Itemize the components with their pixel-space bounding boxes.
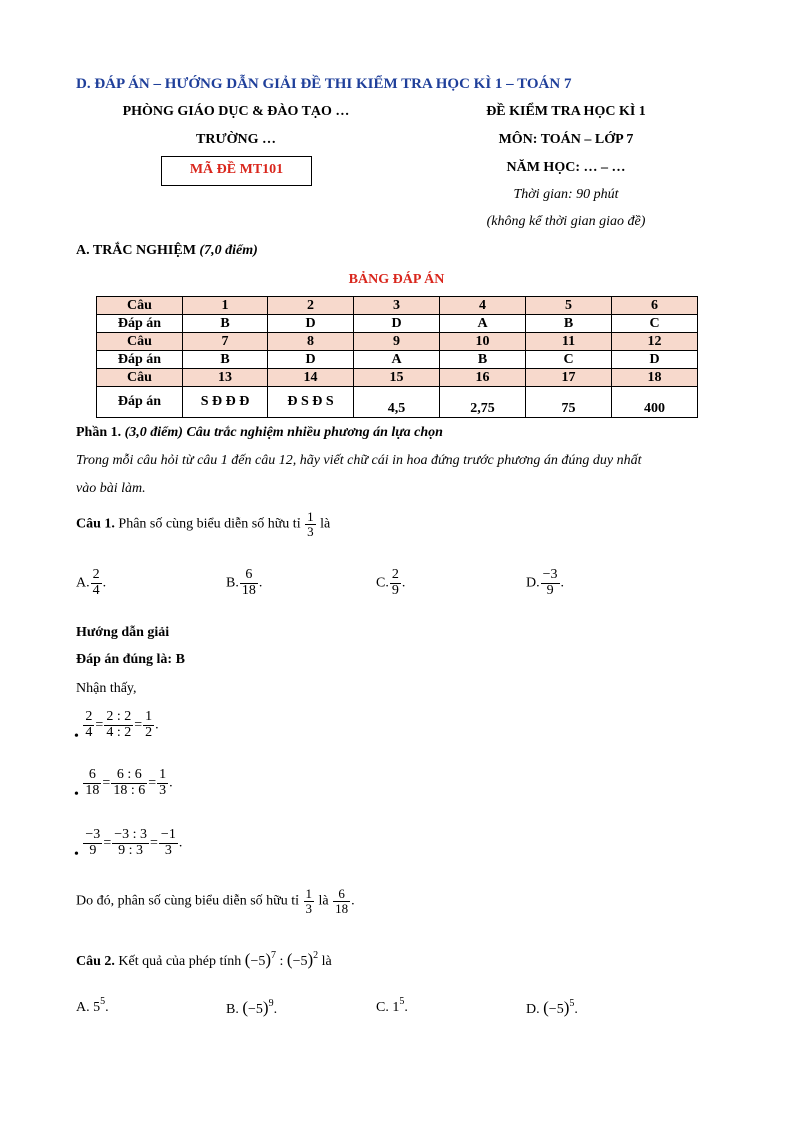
fraction	[104, 710, 133, 740]
exponent: 7	[271, 950, 277, 961]
table-cell: 13	[183, 369, 268, 387]
table-cell: 1	[183, 297, 268, 315]
table-cell: 16	[440, 369, 526, 387]
table-cell: 4	[440, 297, 526, 315]
table-cell: Đáp án	[97, 387, 183, 418]
open-paren: (	[286, 950, 293, 969]
denominator: 18	[85, 782, 100, 798]
table-cell: D	[354, 315, 440, 333]
correct-answer: Đáp án đúng là: B	[76, 652, 185, 667]
fraction	[83, 768, 101, 798]
table-cell: 18	[612, 369, 698, 387]
fraction	[112, 828, 149, 858]
option-c: C. $1^5$.	[376, 996, 408, 1015]
numerator: 6	[338, 886, 345, 901]
table-cell: Câu	[97, 333, 183, 351]
option-letter: C.	[376, 575, 389, 591]
table-cell: 7	[183, 333, 268, 351]
table-cell: 400	[612, 387, 698, 418]
exam-time: Thời gian: 90 phút	[513, 187, 619, 202]
table-row	[97, 333, 698, 351]
denominator: 9	[83, 843, 102, 859]
option-c: C. $\frac{2}{9}$ .	[376, 567, 406, 598]
bullet: •	[74, 787, 79, 803]
exponent: 5	[399, 996, 405, 1007]
table-cell: 8	[268, 333, 354, 351]
part1-heading	[76, 425, 443, 441]
question-1	[76, 510, 330, 538]
table-cell: Câu	[97, 297, 183, 315]
conclusion-mid: là	[318, 893, 329, 909]
denominator: 9 : 3	[112, 843, 149, 859]
table-row	[97, 387, 698, 418]
fraction	[111, 768, 147, 798]
question-text: Phân số cùng biểu diễn số hữu tỉ	[118, 516, 301, 532]
denominator: 3	[159, 843, 178, 859]
table-cell: Câu	[97, 369, 183, 387]
denominator: 18	[241, 582, 256, 598]
solution-step-1: • $\frac{2}{4}$ = $\frac{2 : 2}{4 : 2}$ = $\frac{1}{2}$ .	[74, 709, 159, 745]
option-letter: B.	[226, 1002, 239, 1017]
fraction	[83, 710, 94, 740]
table-cell: 9	[354, 333, 440, 351]
close-paren: )	[265, 950, 272, 969]
dept-name: PHÒNG GIÁO DỤC & ĐÀO TẠO …	[122, 104, 350, 119]
option-a: A. $\frac{2}{4}$ .	[76, 567, 107, 598]
conclusion-text: Do đó, phân số cùng biểu diễn số hữu tỉ	[76, 893, 300, 909]
base: −5	[250, 954, 266, 969]
section-a-title: A. TRẮC NGHIỆM	[76, 243, 196, 258]
table-cell: 75	[526, 387, 612, 418]
solution-conclusion: Do đó, phân số cùng biểu diễn số hữu tỉ $\frac{1}{3}$ là $\frac{6}{18}$ .	[76, 886, 355, 916]
fraction	[83, 828, 102, 858]
base: 1	[392, 1000, 400, 1015]
table-cell: 3	[354, 297, 440, 315]
base: −5	[248, 1002, 263, 1017]
exam-code: MÃ ĐỀ MT101	[189, 162, 284, 177]
table-cell: 10	[440, 333, 526, 351]
option-b: B. $(-5)^9$.	[226, 998, 278, 1017]
operator: :	[279, 954, 284, 969]
table-row	[97, 297, 698, 315]
numerator: 1	[305, 886, 313, 901]
solution-heading: Hướng dẫn giải	[76, 625, 170, 640]
table-cell: 5	[526, 297, 612, 315]
page-heading: D. ĐÁP ÁN – HƯỚNG DẪN GIẢI ĐỀ THI KIỂM TRA HỌC KÌ 1 – TOÁN 7	[76, 76, 572, 92]
numerator: 2	[85, 709, 93, 724]
question-text: Kết quả của phép tính	[118, 954, 242, 969]
base: −5	[292, 954, 308, 969]
option-d: D. $(-5)^5$.	[526, 998, 578, 1017]
part1-subtitle: (3,0 điểm) Câu trắc nghiệm nhiều phương án lựa chọn	[124, 425, 443, 440]
option-d: D. $\frac{-3}{9}$ .	[526, 567, 565, 598]
table-cell: A	[354, 351, 440, 369]
fraction	[240, 568, 258, 598]
solution-step-2: • $\frac{6}{18}$ = $\frac{6 : 6}{18 : 6}$ = $\frac{1}{3}$ .	[74, 767, 173, 803]
numerator: 6	[88, 767, 96, 782]
option-letter: A.	[76, 1000, 90, 1015]
base: −5	[548, 1002, 564, 1017]
option-b: B. $\frac{6}{18}$ .	[226, 567, 263, 598]
denominator: 3	[159, 782, 167, 798]
question-label: Câu 1.	[76, 516, 115, 532]
table-cell: 11	[526, 333, 612, 351]
table-cell: 17	[526, 369, 612, 387]
part1-instruction-cont: vào bài làm.	[76, 481, 146, 496]
school-name: TRƯỜNG …	[196, 132, 276, 147]
exponent: 5	[100, 996, 106, 1007]
part1-title: Phần 1.	[76, 425, 122, 440]
table-cell: C	[526, 351, 612, 369]
numerator: 6	[245, 567, 253, 582]
exponent: 9	[268, 998, 274, 1009]
fraction	[143, 710, 154, 740]
option-letter: D.	[526, 575, 540, 591]
numerator: 2	[92, 567, 100, 582]
table-cell: D	[268, 351, 354, 369]
denominator: 9	[541, 583, 560, 599]
fraction	[91, 568, 102, 598]
table-cell: S Đ Đ Đ	[183, 387, 268, 418]
numerator: 1	[159, 767, 167, 782]
table-cell: C	[612, 315, 698, 333]
open-paren: (	[242, 998, 249, 1017]
bullet: •	[74, 729, 79, 745]
fraction	[159, 828, 178, 858]
table-row	[97, 369, 698, 387]
exponent: 5	[569, 998, 575, 1009]
table-cell: B	[526, 315, 612, 333]
denominator: 4	[85, 724, 93, 740]
table-cell: 12	[612, 333, 698, 351]
table-cell: Đáp án	[97, 315, 183, 333]
table-cell: B	[183, 315, 268, 333]
close-paren: )	[563, 998, 570, 1017]
table-cell: 6	[612, 297, 698, 315]
numerator: 2 : 2	[106, 709, 132, 724]
solution-step-3: • $\frac{-3}{9}$ = $\frac{-3 : 3}{9 : 3}$ = $\frac{-1}{3}$ .	[74, 827, 183, 863]
numerator: 1	[307, 509, 314, 524]
table-cell: Đáp án	[97, 351, 183, 369]
option-letter: B.	[226, 575, 239, 591]
close-paren: )	[262, 998, 269, 1017]
exam-year: NĂM HỌC: … – …	[506, 160, 626, 175]
table-cell: B	[183, 351, 268, 369]
option-letter: C.	[376, 1000, 389, 1015]
fraction	[157, 768, 168, 798]
question-tail: là	[320, 516, 331, 532]
table-cell: D	[612, 351, 698, 369]
section-a-heading	[76, 243, 258, 259]
table-cell: 14	[268, 369, 354, 387]
table-cell: B	[440, 351, 526, 369]
denominator: 9	[391, 582, 399, 598]
open-paren: (	[543, 998, 549, 1017]
numerator: −1	[160, 827, 176, 842]
question-label: Câu 2.	[76, 954, 115, 969]
numerator: −3 : 3	[114, 827, 148, 842]
observe-text: Nhận thấy,	[76, 681, 137, 696]
close-paren: )	[307, 950, 314, 969]
table-cell: Đ S Đ S	[268, 387, 354, 418]
table-cell: 2,75	[440, 387, 526, 418]
bullet: •	[74, 847, 79, 863]
exponent: 2	[313, 950, 319, 961]
numerator: 1	[145, 709, 153, 724]
numerator: 6 : 6	[116, 767, 142, 782]
fraction	[304, 887, 315, 915]
numerator: 2	[391, 567, 399, 582]
denominator: 18	[335, 900, 349, 916]
option-letter: A.	[76, 575, 90, 591]
denominator: 4 : 2	[106, 724, 132, 740]
table-row	[97, 351, 698, 369]
open-paren: (	[244, 950, 251, 969]
base: 5	[93, 1000, 101, 1015]
question-tail: là	[321, 954, 332, 969]
table-cell: 4,5	[354, 387, 440, 418]
exam-title: ĐỀ KIỂM TRA HỌC KÌ 1	[486, 104, 646, 119]
option-a: A. $5^5$.	[76, 996, 109, 1015]
table-cell: 2	[268, 297, 354, 315]
fraction	[333, 887, 350, 915]
numerator: −3	[542, 567, 558, 582]
question-2	[76, 950, 332, 970]
fraction	[305, 510, 316, 538]
table-row	[97, 315, 698, 333]
numerator: −3	[85, 827, 101, 842]
denominator: 3	[305, 900, 313, 916]
exam-subject: MÔN: TOÁN – LỚP 7	[498, 132, 634, 147]
denominator: 2	[145, 724, 153, 740]
table-cell: D	[268, 315, 354, 333]
exam-time-note: (không kể thời gian giao đề)	[486, 214, 646, 229]
answer-table-title: BẢNG ĐÁP ÁN	[348, 272, 445, 287]
part1-instruction: Trong mỗi câu hỏi từ câu 1 đến câu 12, hãy viết chữ cái in hoa đứng trước phương án đúng duy nhất	[76, 453, 642, 468]
option-letter: D.	[526, 1002, 540, 1017]
section-a-points: (7,0 điểm)	[199, 243, 258, 258]
fraction	[390, 568, 401, 598]
answer-table	[96, 296, 698, 418]
power-expression	[244, 950, 322, 969]
denominator: 4	[92, 582, 100, 598]
fraction	[541, 568, 560, 598]
table-cell: A	[440, 315, 526, 333]
denominator: 3	[307, 523, 314, 539]
denominator: 18 : 6	[113, 782, 146, 798]
table-cell: 15	[354, 369, 440, 387]
